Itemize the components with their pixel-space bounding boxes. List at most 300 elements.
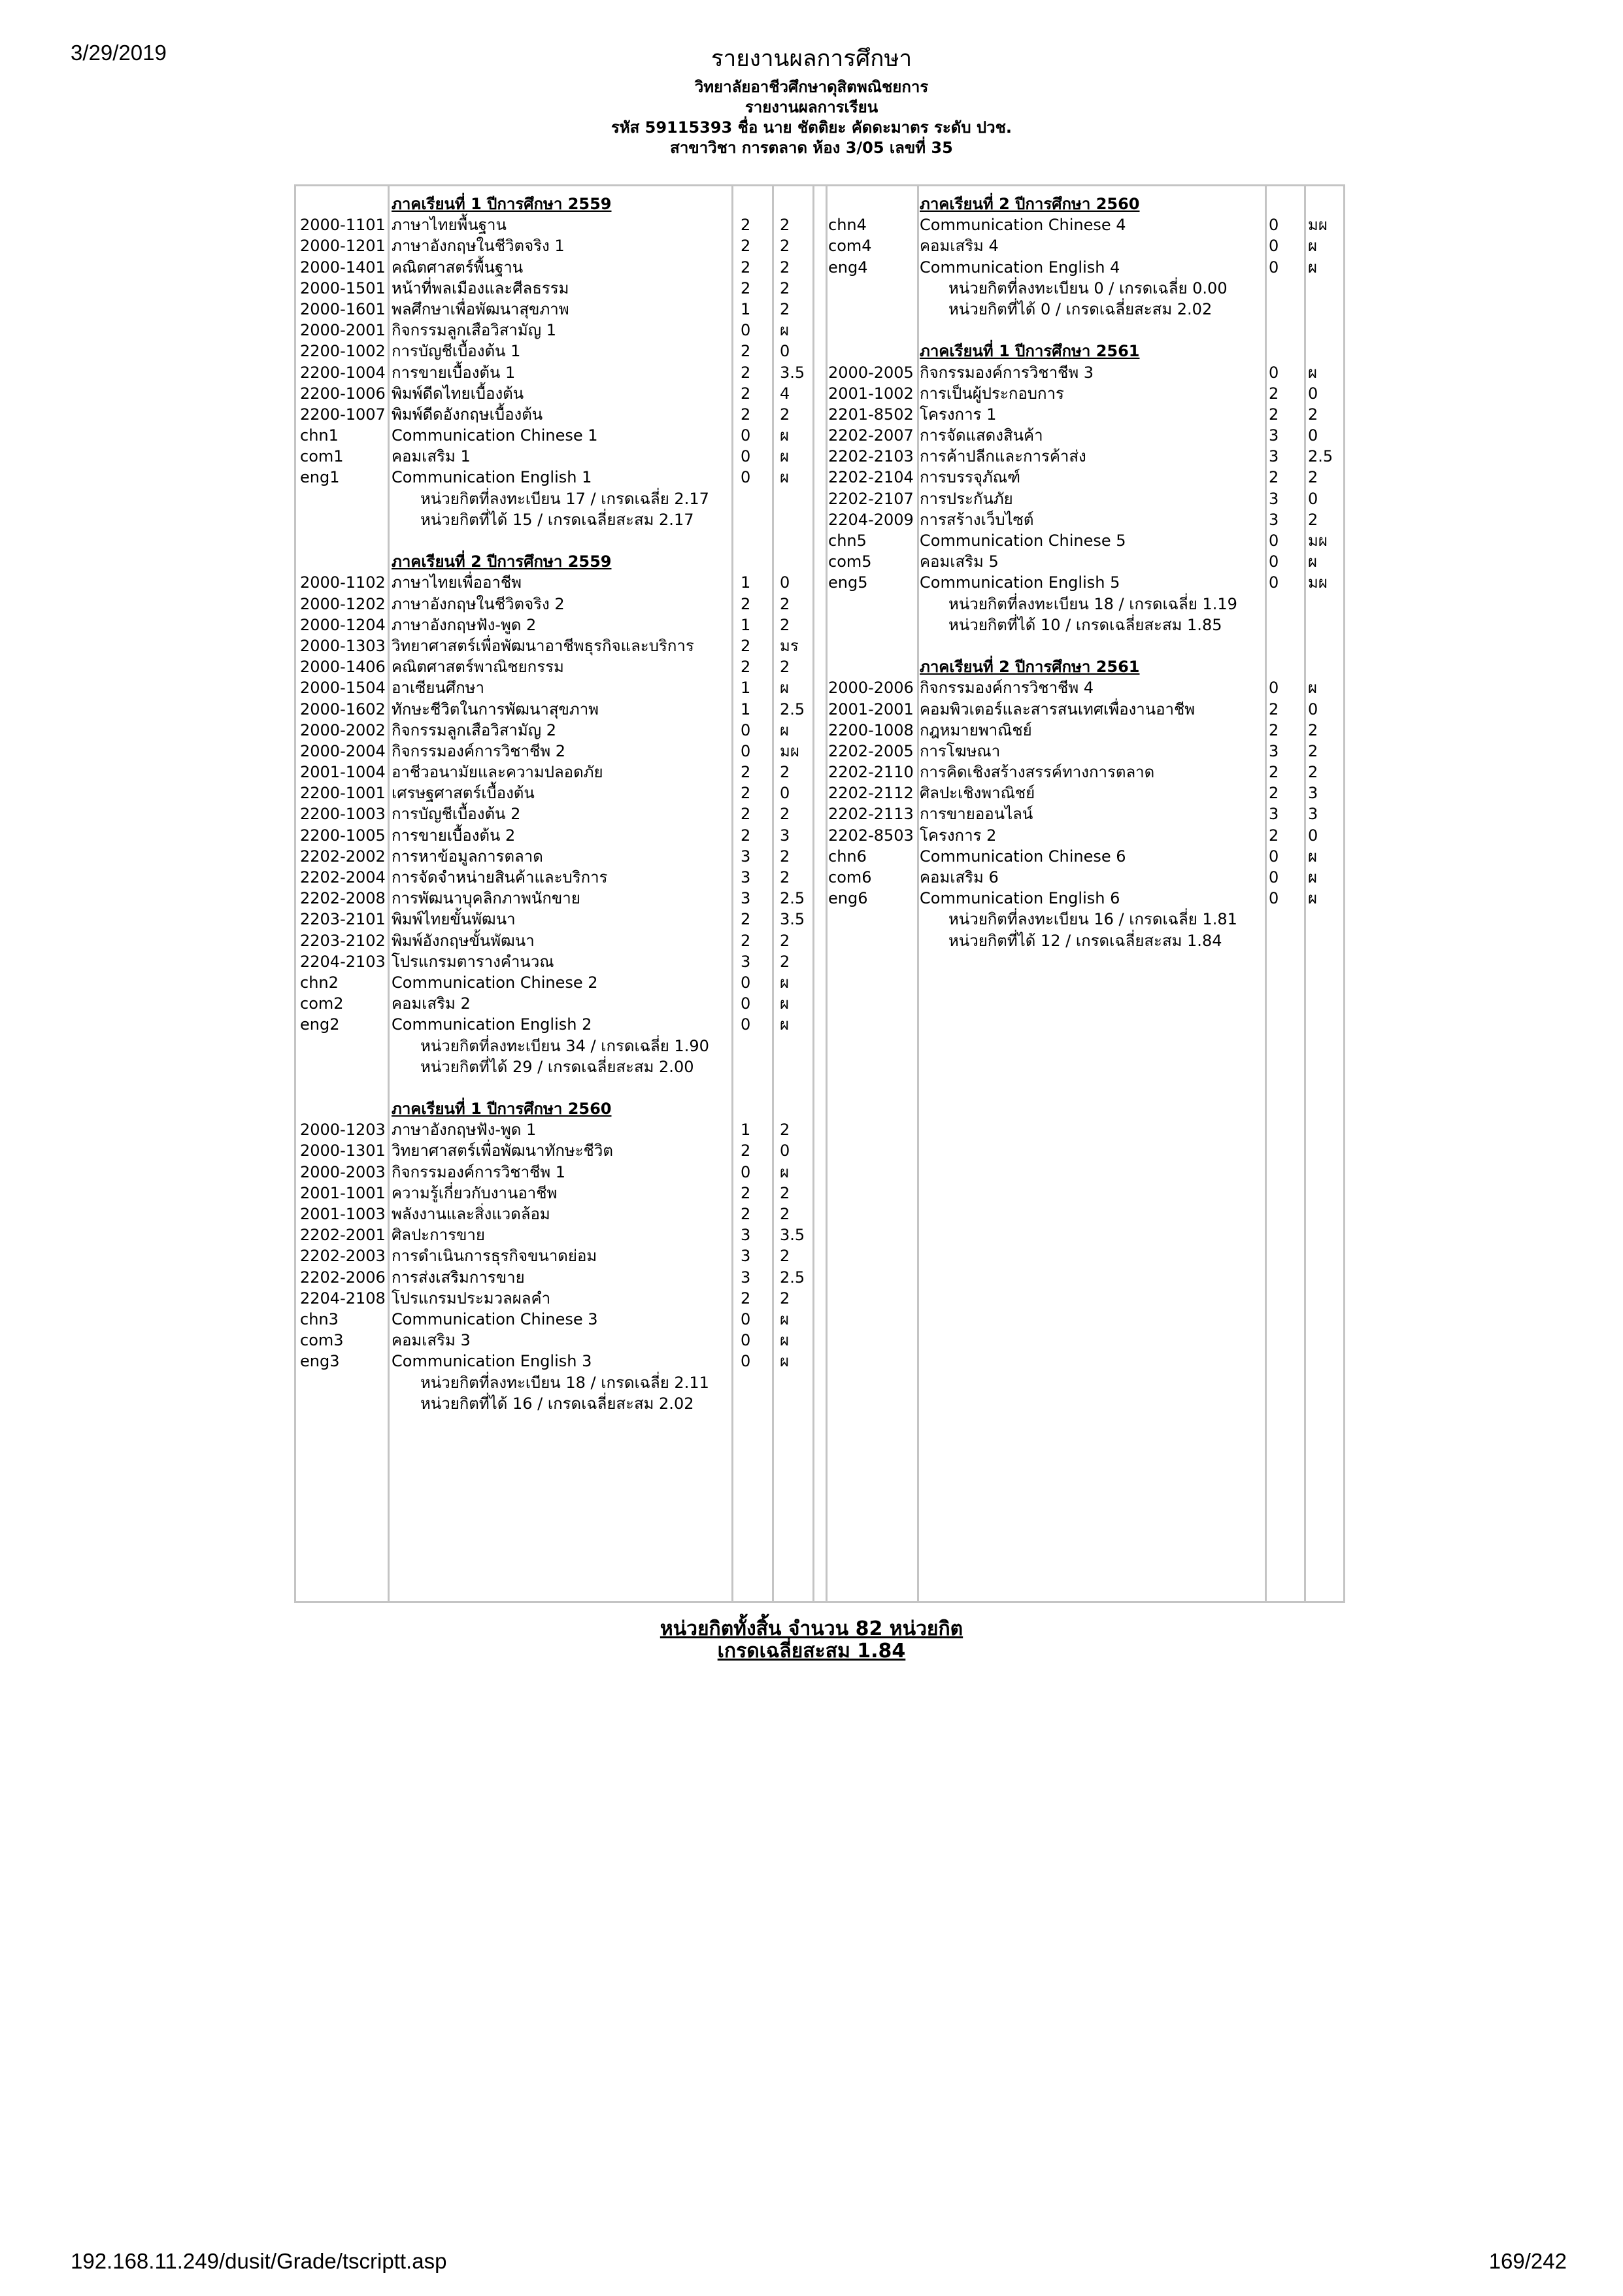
course-row — [824, 677, 1347, 698]
course-code: 2200-1008 — [828, 720, 914, 739]
spacer-row — [296, 530, 819, 551]
course-credit: 2 — [1269, 468, 1279, 487]
course-row — [296, 235, 819, 256]
course-name: การดำเนินการธุรกิจขนาดย่อม — [392, 1247, 597, 1266]
course-name: การบัญชีเบื้องต้น 1 — [392, 342, 521, 361]
course-grade: ผ — [1308, 868, 1318, 886]
course-name: อาเซียนศึกษา — [392, 679, 484, 698]
course-code: 2201-8502 — [828, 405, 914, 424]
course-code: 2000-2002 — [300, 720, 386, 739]
course-row — [296, 594, 819, 615]
course-code: 2202-2006 — [300, 1268, 386, 1287]
course-name: คอมเสริม 6 — [920, 868, 999, 886]
course-credit: 2 — [741, 258, 751, 277]
print-date: 3/29/2019 — [71, 41, 167, 65]
course-credit: 3 — [741, 1247, 751, 1266]
semester-title: ภาคเรียนที่ 2 ปีการศึกษา 2559 — [392, 552, 612, 571]
course-row — [296, 320, 819, 341]
course-credit: 2 — [741, 1183, 751, 1202]
course-code: 2202-2005 — [828, 741, 914, 760]
semester-summary — [824, 299, 1347, 320]
course-credit: 2 — [741, 931, 751, 950]
summary-text: หน่วยกิตที่ได้ 29 / เกรดเฉลี่ยสะสม 2.00 — [420, 1057, 694, 1076]
course-credit: 2 — [1269, 826, 1279, 845]
course-code: 2200-1003 — [300, 805, 386, 824]
course-row — [824, 488, 1347, 509]
course-name: การส่งเสริมการขาย — [392, 1268, 525, 1287]
course-credit: 0 — [741, 1015, 751, 1034]
course-grade: 2.5 — [1308, 447, 1333, 466]
course-name: ศิลปะเชิงพาณิชย์ — [920, 784, 1035, 803]
course-row — [296, 1288, 819, 1309]
course-row — [296, 972, 819, 993]
course-row — [824, 509, 1347, 530]
course-credit: 3 — [741, 889, 751, 908]
course-code: 2000-2003 — [300, 1162, 386, 1181]
course-code: 2202-8503 — [828, 826, 914, 845]
course-grade: 2 — [780, 868, 790, 886]
course-code: eng2 — [300, 1015, 340, 1034]
course-name: Communication Chinese 5 — [920, 532, 1126, 550]
course-row — [296, 1204, 819, 1224]
spacer-row — [824, 635, 1347, 656]
course-code: chn5 — [828, 532, 867, 550]
student-info: รหัส 59115393 ชื่อ นาย ชัตติยะ คัดดะมาตร ระดับ ปวช. — [611, 118, 1012, 137]
course-credit: 2 — [741, 405, 751, 424]
course-name: การโฆษณา — [920, 741, 1001, 760]
course-credit: 0 — [741, 1352, 751, 1371]
semester-heading — [296, 194, 819, 214]
course-grade: 3.5 — [780, 363, 805, 382]
course-code: 2202-2004 — [300, 868, 386, 886]
course-code: 2202-2003 — [300, 1247, 386, 1266]
course-grade: 2.5 — [780, 1268, 805, 1287]
total-credits: หน่วยกิตทั้งสิ้น จำนวน 82 หน่วยกิต — [660, 1617, 963, 1640]
course-row — [824, 572, 1347, 593]
course-row — [296, 1330, 819, 1351]
course-code: 2000-1102 — [300, 573, 386, 592]
summary-text: หน่วยกิตที่ลงทะเบียน 18 / เกรดเฉลี่ย 2.11 — [420, 1373, 709, 1392]
course-name: ภาษาอังกฤษในชีวิตจริง 1 — [392, 237, 565, 256]
course-grade: 3.5 — [780, 910, 805, 929]
course-row — [296, 993, 819, 1014]
course-row — [296, 635, 819, 656]
course-credit: 2 — [741, 658, 751, 677]
course-code: 2001-1002 — [828, 384, 914, 403]
course-credit: 0 — [741, 973, 751, 992]
course-code: 2000-1203 — [300, 1121, 386, 1140]
course-credit: 3 — [741, 1268, 751, 1287]
report-header — [0, 77, 1623, 158]
course-row — [824, 762, 1347, 783]
course-grade: ผ — [780, 1352, 790, 1371]
semester-summary — [296, 1393, 819, 1414]
course-name: การขายเบื้องต้น 1 — [392, 363, 516, 382]
course-name: พิมพ์ดีดอังกฤษเบื้องต้น — [392, 405, 543, 424]
course-code: 2202-2103 — [828, 447, 914, 466]
course-row — [296, 425, 819, 446]
course-code: 2000-2004 — [300, 741, 386, 760]
summary-text: หน่วยกิตที่ลงทะเบียน 18 / เกรดเฉลี่ย 1.19 — [948, 594, 1237, 613]
course-name: การจัดแสดงสินค้า — [920, 426, 1043, 445]
course-code: 2001-1001 — [300, 1183, 386, 1202]
course-credit: 2 — [1269, 384, 1279, 403]
course-row — [296, 677, 819, 698]
semester-summary — [824, 615, 1347, 635]
course-grade: ผ — [1308, 258, 1318, 277]
course-credit: 3 — [1269, 805, 1279, 824]
course-name: กิจกรรมองค์การวิชาชีพ 3 — [920, 363, 1094, 382]
course-grade: 2 — [1308, 720, 1318, 739]
course-name: วิทยาศาสตร์เพื่อพัฒนาทักษะชีวิต — [392, 1141, 613, 1160]
course-name: อาชีวอนามัยและความปลอดภัย — [392, 763, 603, 782]
course-name: Communication English 5 — [920, 573, 1120, 592]
course-credit: 2 — [741, 237, 751, 256]
course-row — [296, 383, 819, 404]
semester-heading — [296, 1098, 819, 1119]
summary-text: หน่วยกิตที่ได้ 16 / เกรดเฉลี่ยสะสม 2.02 — [420, 1394, 694, 1413]
course-credit: 0 — [741, 741, 751, 760]
course-grade: 2 — [780, 279, 790, 297]
course-row — [296, 783, 819, 803]
course-credit: 0 — [1269, 847, 1279, 866]
course-row — [296, 1267, 819, 1288]
course-code: 2000-1301 — [300, 1141, 386, 1160]
course-code: 2202-2107 — [828, 489, 914, 508]
course-credit: 2 — [1269, 720, 1279, 739]
course-code: chn6 — [828, 847, 867, 866]
course-code: 2000-1204 — [300, 615, 386, 634]
course-code: com6 — [828, 868, 872, 886]
course-code: 2202-2113 — [828, 805, 914, 824]
course-row — [824, 720, 1347, 741]
course-grade: มผ — [1308, 573, 1328, 592]
course-name: คอมเสริม 4 — [920, 237, 999, 256]
course-grade: 2 — [780, 805, 790, 824]
course-grade: 2 — [780, 299, 790, 318]
course-credit: 2 — [741, 763, 751, 782]
course-code: 2202-2007 — [828, 426, 914, 445]
course-grade: ผ — [780, 679, 790, 698]
course-row — [296, 1245, 819, 1266]
course-row — [824, 846, 1347, 867]
summary-text: หน่วยกิตที่ลงทะเบียน 34 / เกรดเฉลี่ย 1.90 — [420, 1036, 709, 1055]
course-row — [296, 720, 819, 741]
course-name: พลังงานและสิ่งแวดล้อม — [392, 1205, 550, 1223]
course-grade: 0 — [780, 784, 790, 803]
course-credit: 3 — [741, 847, 751, 866]
institution-name: วิทยาลัยอาชีวศึกษาดุสิตพณิชยการ — [694, 78, 929, 96]
course-grade: 2 — [780, 763, 790, 782]
course-credit: 0 — [1269, 889, 1279, 908]
semester-summary — [296, 1036, 819, 1056]
course-row — [824, 235, 1347, 256]
course-grade: มผ — [780, 741, 799, 760]
course-row — [296, 362, 819, 383]
course-credit: 0 — [1269, 573, 1279, 592]
course-credit: 3 — [1269, 489, 1279, 508]
course-row — [296, 341, 819, 362]
course-credit: 2 — [741, 784, 751, 803]
course-grade: ผ — [780, 426, 790, 445]
page-url: 192.168.11.249/dusit/Grade/tscriptt.asp — [71, 2249, 447, 2273]
course-credit: 0 — [741, 447, 751, 466]
course-code: 2000-1501 — [300, 279, 386, 297]
course-grade: 2.5 — [780, 700, 805, 718]
course-grade: 0 — [780, 342, 790, 361]
course-code: com2 — [300, 994, 344, 1013]
semester-heading — [824, 194, 1347, 214]
course-name: การสร้างเว็บไซต์ — [920, 510, 1034, 529]
course-name: การค้าปลีกและการค้าส่ง — [920, 447, 1086, 466]
course-grade: 0 — [1308, 426, 1318, 445]
course-credit: 0 — [1269, 363, 1279, 382]
course-code: 2202-2112 — [828, 784, 914, 803]
course-row — [296, 1140, 819, 1161]
course-row — [296, 257, 819, 278]
course-credit: 2 — [741, 363, 751, 382]
course-grade: มผ — [1308, 216, 1328, 235]
course-grade: 2 — [780, 658, 790, 677]
course-name: ภาษาอังกฤษฟัง-พูด 1 — [392, 1121, 537, 1140]
course-row — [296, 299, 819, 320]
course-code: 2000-1602 — [300, 700, 386, 718]
course-code: com1 — [300, 447, 344, 466]
course-name: กิจกรรมองค์การวิชาชีพ 4 — [920, 679, 1094, 698]
semester-summary — [296, 509, 819, 530]
course-code: 2200-1006 — [300, 384, 386, 403]
course-name: กิจกรรมองค์การวิชาชีพ 2 — [392, 741, 566, 760]
semester-summary — [296, 488, 819, 509]
course-code: chn4 — [828, 216, 867, 235]
page-title: รายงานผลการศึกษา — [711, 46, 912, 71]
course-code: 2200-1005 — [300, 826, 386, 845]
course-row — [824, 530, 1347, 551]
course-row — [296, 951, 819, 972]
semester-summary — [824, 594, 1347, 615]
course-code: 2200-1002 — [300, 342, 386, 361]
course-row — [824, 741, 1347, 762]
course-name: กิจกรรมลูกเสือวิสามัญ 2 — [392, 720, 556, 739]
course-grade: 0 — [1308, 384, 1318, 403]
course-code: chn1 — [300, 426, 339, 445]
course-grade: 2 — [780, 258, 790, 277]
course-row — [824, 699, 1347, 720]
course-credit: 2 — [741, 636, 751, 655]
course-grade: 0 — [1308, 826, 1318, 845]
course-credit: 0 — [1269, 216, 1279, 235]
course-code: 2203-2101 — [300, 910, 386, 929]
program-info: สาขาวิชา การตลาด ห้อง 3/05 เลขที่ 35 — [670, 139, 953, 157]
course-name: กิจกรรมลูกเสือวิสามัญ 1 — [392, 321, 556, 340]
course-grade: ผ — [780, 1331, 790, 1350]
course-code: 2001-1003 — [300, 1205, 386, 1223]
course-row — [296, 1224, 819, 1245]
course-name: Communication Chinese 1 — [392, 426, 598, 445]
course-code: 2200-1007 — [300, 405, 386, 424]
course-name: โครงการ 2 — [920, 826, 997, 845]
course-row — [296, 214, 819, 235]
transcript-table — [294, 184, 1345, 1603]
course-row — [296, 762, 819, 783]
course-code: 2202-2001 — [300, 1226, 386, 1245]
course-credit: 2 — [741, 342, 751, 361]
course-name: การขายออนไลน์ — [920, 805, 1033, 824]
course-name: Communication English 4 — [920, 258, 1120, 277]
course-name: ความรู้เกี่ยวกับงานอาชีพ — [392, 1183, 558, 1202]
course-credit: 0 — [741, 720, 751, 739]
course-code: com5 — [828, 552, 872, 571]
course-grade: ผ — [780, 994, 790, 1013]
semester-summary — [296, 1056, 819, 1077]
course-row — [824, 214, 1347, 235]
course-grade: มร — [780, 636, 799, 655]
course-code: eng1 — [300, 468, 340, 487]
course-grade: ผ — [1308, 237, 1318, 256]
course-name: Communication Chinese 3 — [392, 1309, 598, 1328]
course-grade: 2 — [1308, 405, 1318, 424]
course-credit: 0 — [741, 426, 751, 445]
course-credit: 2 — [1269, 700, 1279, 718]
course-row — [296, 656, 819, 677]
course-row — [824, 362, 1347, 383]
course-name: การหาข้อมูลการตลาด — [392, 847, 543, 866]
course-code: 2200-1004 — [300, 363, 386, 382]
course-name: พิมพ์ไทยขั้นพัฒนา — [392, 910, 516, 929]
semester-summary — [824, 278, 1347, 299]
course-row — [824, 383, 1347, 404]
summary-text: หน่วยกิตที่ลงทะเบียน 16 / เกรดเฉลี่ย 1.81 — [948, 910, 1237, 929]
course-name: เศรษฐศาสตร์เบื้องต้น — [392, 784, 535, 803]
report-title: รายงานผลการเรียน — [745, 98, 878, 116]
course-credit: 1 — [741, 679, 751, 698]
course-name: Communication Chinese 2 — [392, 973, 598, 992]
course-row — [824, 551, 1347, 572]
course-credit: 0 — [741, 1309, 751, 1328]
course-code: 2000-1201 — [300, 237, 386, 256]
course-name: การประกันภัย — [920, 489, 1013, 508]
course-name: การขายเบื้องต้น 2 — [392, 826, 516, 845]
summary-text: หน่วยกิตที่ลงทะเบียน 17 / เกรดเฉลี่ย 2.17 — [420, 489, 709, 508]
semester-summary — [824, 909, 1347, 930]
course-code: 2001-1004 — [300, 763, 386, 782]
course-name: กิจกรรมองค์การวิชาชีพ 1 — [392, 1162, 566, 1181]
course-code: 2000-2005 — [828, 363, 914, 382]
course-name: โปรแกรมตารางคำนวณ — [392, 952, 554, 971]
course-grade: 2 — [780, 1205, 790, 1223]
course-grade: 3 — [1308, 784, 1318, 803]
course-credit: 1 — [741, 573, 751, 592]
course-grade: 2 — [780, 1247, 790, 1266]
course-name: การบัญชีเบื้องต้น 2 — [392, 805, 521, 824]
course-code: 2000-1101 — [300, 216, 386, 235]
course-grade: 2 — [780, 405, 790, 424]
course-code: 2202-2002 — [300, 847, 386, 866]
course-credit: 3 — [1269, 741, 1279, 760]
course-grade: 2 — [780, 615, 790, 634]
course-code: com3 — [300, 1331, 344, 1350]
course-row — [296, 846, 819, 867]
course-row — [296, 1014, 819, 1035]
course-name: คอมเสริม 1 — [392, 447, 471, 466]
course-name: คอมเสริม 5 — [920, 552, 999, 571]
course-name: การจัดจำหน่ายสินค้าและบริการ — [392, 868, 608, 886]
course-credit: 0 — [741, 1162, 751, 1181]
course-credit: 2 — [741, 594, 751, 613]
course-credit: 0 — [741, 468, 751, 487]
course-grade: ผ — [1308, 552, 1318, 571]
course-code: 2000-2006 — [828, 679, 914, 698]
course-name: ทักษะชีวิตในการพัฒนาสุขภาพ — [392, 700, 599, 718]
course-name: โปรแกรมประมวลผลคำ — [392, 1289, 551, 1308]
course-code: eng4 — [828, 258, 868, 277]
course-grade: ผ — [1308, 363, 1318, 382]
semester-heading — [824, 341, 1347, 362]
course-row — [296, 803, 819, 824]
course-credit: 3 — [741, 1226, 751, 1245]
course-name: พิมพ์ดีดไทยเบื้องต้น — [392, 384, 524, 403]
course-grade: 2.5 — [780, 889, 805, 908]
course-row — [824, 867, 1347, 888]
course-code: 2000-1202 — [300, 594, 386, 613]
course-credit: 2 — [741, 216, 751, 235]
course-row — [296, 867, 819, 888]
course-grade: 2 — [780, 594, 790, 613]
course-credit: 2 — [1269, 763, 1279, 782]
course-row — [824, 888, 1347, 909]
spacer-row — [824, 320, 1347, 341]
course-row — [296, 572, 819, 593]
spacer-row — [296, 1077, 819, 1098]
course-name: คอมเสริม 2 — [392, 994, 471, 1013]
course-code: 2202-2008 — [300, 889, 386, 908]
course-name: การบรรจุภัณฑ์ — [920, 468, 1020, 487]
semester-title: ภาคเรียนที่ 1 ปีการศึกษา 2561 — [920, 342, 1140, 361]
course-code: eng3 — [300, 1352, 340, 1371]
course-row — [824, 783, 1347, 803]
course-row — [296, 467, 819, 488]
course-credit: 3 — [1269, 447, 1279, 466]
course-grade: 3 — [1308, 805, 1318, 824]
course-code: 2202-2104 — [828, 468, 914, 487]
course-row — [296, 1119, 819, 1140]
course-credit: 0 — [1269, 679, 1279, 698]
semester-title: ภาคเรียนที่ 2 ปีการศึกษา 2561 — [920, 658, 1140, 677]
course-credit: 0 — [741, 321, 751, 340]
semester-heading — [296, 551, 819, 572]
course-code: eng5 — [828, 573, 868, 592]
course-name: คอมพิวเตอร์และสารสนเทศเพื่องานอาชีพ — [920, 700, 1196, 718]
course-code: 2203-2102 — [300, 931, 386, 950]
course-credit: 3 — [741, 868, 751, 886]
course-row — [824, 425, 1347, 446]
course-code: chn3 — [300, 1309, 339, 1328]
course-credit: 2 — [741, 279, 751, 297]
course-row — [824, 257, 1347, 278]
course-code: 2204-2103 — [300, 952, 386, 971]
course-credit: 2 — [1269, 784, 1279, 803]
course-grade: ผ — [780, 447, 790, 466]
course-credit: 1 — [741, 1121, 751, 1140]
course-credit: 3 — [1269, 426, 1279, 445]
course-grade: 2 — [780, 1183, 790, 1202]
course-name: ศิลปะการขาย — [392, 1226, 485, 1245]
course-credit: 2 — [741, 826, 751, 845]
course-grade: 3.5 — [780, 1226, 805, 1245]
course-code: 2001-2001 — [828, 700, 914, 718]
course-grade: 2 — [1308, 741, 1318, 760]
course-name: Communication English 1 — [392, 468, 592, 487]
